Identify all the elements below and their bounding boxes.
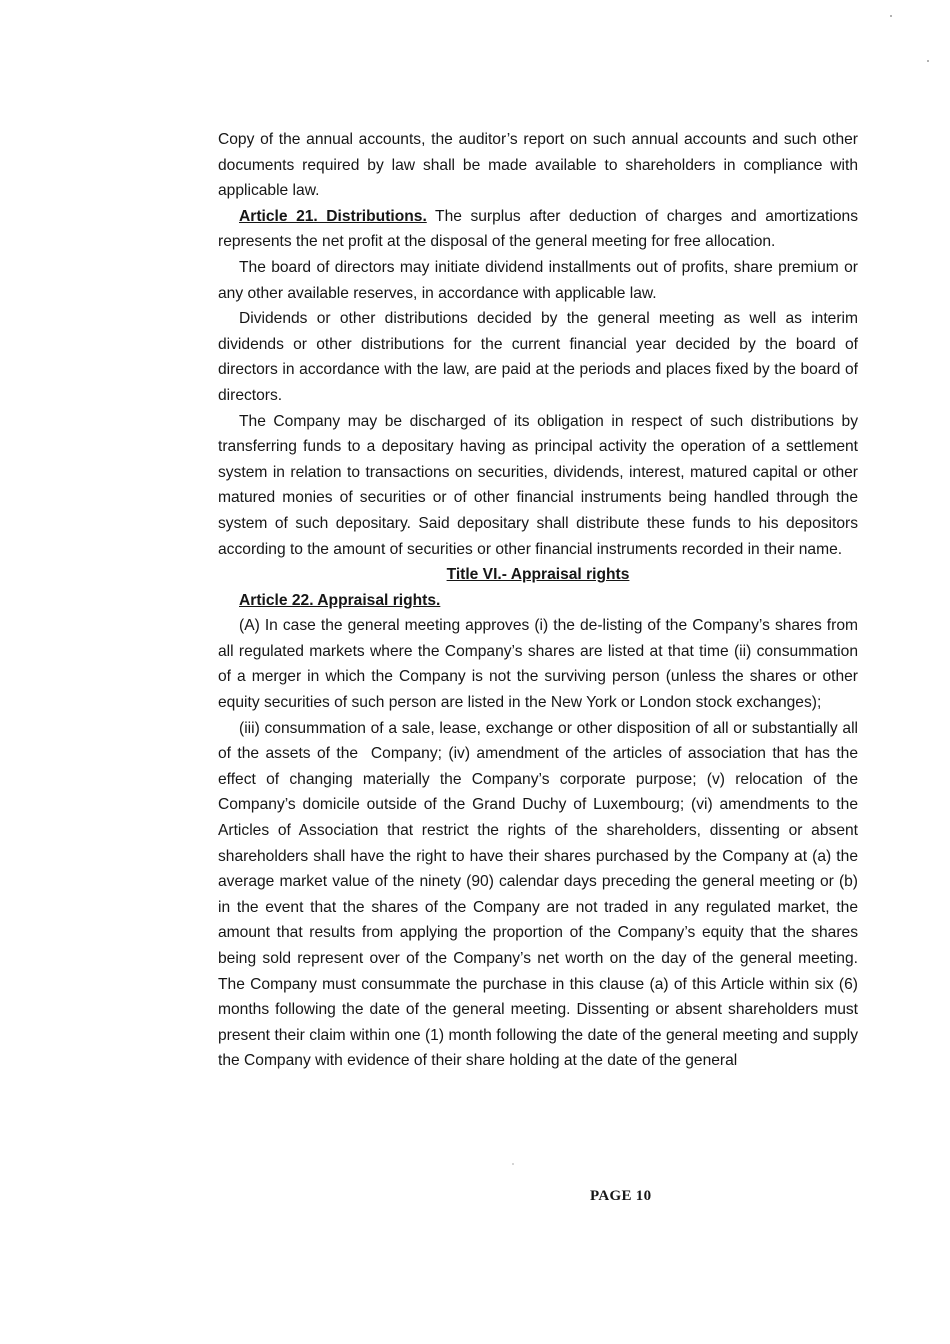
article-21-heading: Article 21. Distributions. (239, 207, 427, 225)
article-21-text: The surplus after deduction of charges and amortizations represents the net profit at the disposal of the general meeting for free allocation. (218, 207, 858, 251)
paragraph-annual-accounts: Copy of the annual accounts, the auditor’s report on such annual accounts and such other documents required by law shall be made available to shareholders in compliance with applicable law. (218, 131, 858, 200)
page-number: PAGE 10 (590, 1188, 652, 1204)
paragraph-appraisal-a: (A) In case the general meeting approves (i) the de-listing of the Company’s shares from all regulated markets where the Company’s shares are listed at that time (ii) consummation of a merger in which the Company is not the surviving person (unless the shares or other equity securities of such person are listed in the New York or London stock exchanges); (218, 617, 858, 712)
paragraph-appraisal-iii: (iii) consummation of a sale, lease, exchange or other disposition of all or substantially all of the assets of the Company; (iv) amendment of the articles of association that has the effect of changing materially the Company’s corporate purpose; (v) relocation of the Company’s domicile outside of the Grand Duchy of Luxembourg; (vi) amendments to the Articles of Association that restrict the rights of the shareholders, dissenting or absent shareholders shall have the right to have their shares purchased by the Company at (a) the average market value of the ninety (90) calendar days preceding the general meeting or (b) in the event that the shares of the Company are not traded in any regulated market, the amount that results from applying the proportion of the Company’s equity that the shares being sold represent over of the Company’s net worth on the day of the general meeting. The Company must consummate the purchase in this clause (a) of this Article within six (6) months following the date of the general meeting. Dissenting or absent shareholders must present their claim within one (1) month following the date of the general meeting and supply the Company with evidence of their share holding at the date of the general (218, 719, 858, 1070)
scan-speck (890, 15, 892, 17)
scan-speck (927, 60, 929, 62)
document-body (218, 127, 858, 1074)
article-22-heading: Article 22. Appraisal rights. (239, 591, 441, 609)
scan-speck (512, 1163, 514, 1165)
paragraph-dividend-installments: The board of directors may initiate dividend installments out of profits, share premium or any other available reserves, in accordance with applicable law. (218, 258, 858, 302)
paragraph-dividends-distributions: Dividends or other distributions decided by the general meeting as well as interim dividends or other distributions for the current financial year decided by the board of directors in accordance with the law, are paid at the periods and places fixed by the board of directors. (218, 310, 858, 404)
paragraph-depositary: The Company may be discharged of its obligation in respect of such distributions by transferring funds to a depositary having as principal activity the operation of a settlement system in relation to transactions on securities, dividends, interest, matured capital or other matured monies of securities or of other financial instruments being handled through the system of such depositary. Said depositary shall distribute these funds to his depositors according to the amount of securities or other financial instruments recorded in their name. (218, 412, 858, 558)
title-vi-heading: Title VI.- Appraisal rights (446, 566, 630, 584)
paragraph-article-21 (218, 204, 858, 255)
